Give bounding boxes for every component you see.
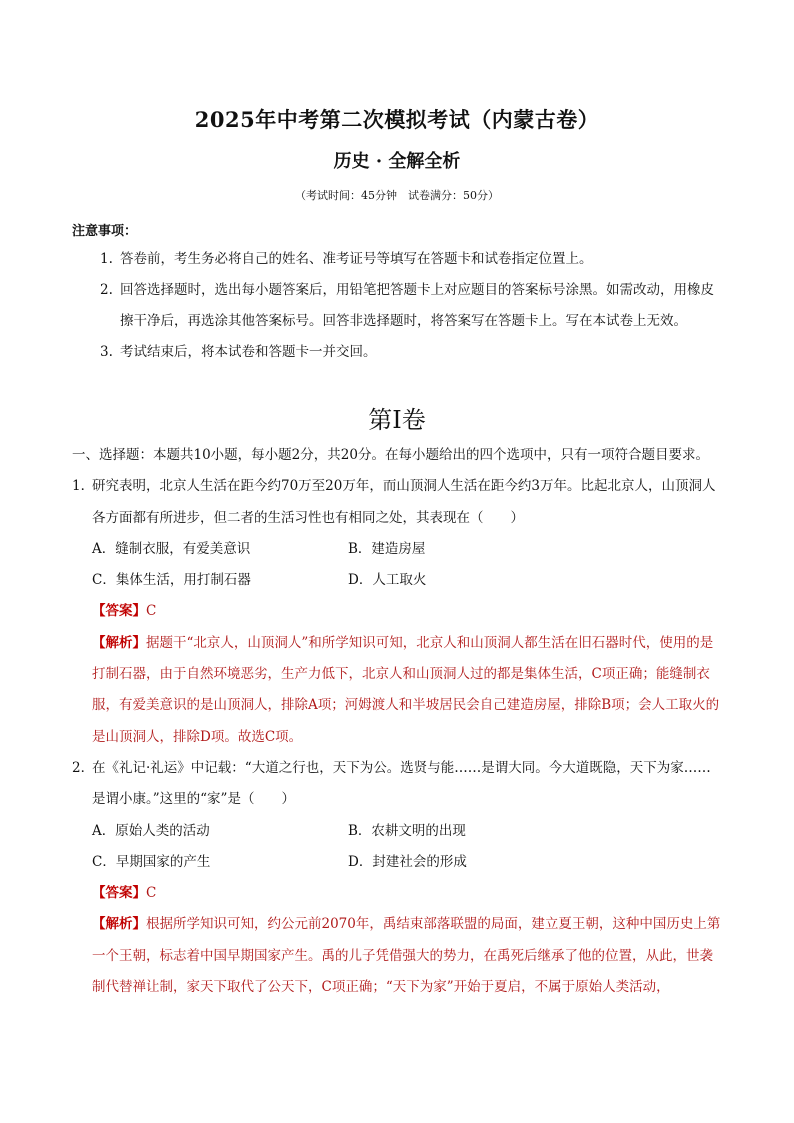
note-text: 考试结束后，将本试卷和答题卡一并交回。 <box>120 344 377 360</box>
option-list <box>72 534 724 597</box>
option-a: A．缝制衣服，有爱美意识 <box>92 540 251 557</box>
content-body <box>72 440 724 1003</box>
note-number: 1. <box>100 251 113 267</box>
note-text: 回答选择题时，选出每小题答案后，用铅笔把答题卡上对应题目的答案标号涂黑。如需改动，用橡皮擦干净后，再选涂其他答案标号。回答非选择题时，将答案写在答题卡上。写在本试卷上无效。 <box>120 282 714 329</box>
note-item <box>100 337 722 368</box>
note-text: 答卷前，考生务必将自己的姓名、准考证号等填写在答题卡和试卷指定位置上。 <box>120 251 593 267</box>
notes-list <box>100 244 722 368</box>
analysis-text: 据题干“北京人，山顶洞人”和所学知识可知，北京人和山顶洞人都生活在旧石器时代，使用的是打制石器，由于自然环境恶劣，生产力低下，北京人和山顶洞人过的都是集体生活，C项正确；能缝制衣服，有爱美意识的是山顶洞人，排除A项；河姆渡人和半坡居民会自己建造房屋，排除B项；会人工取火的是山顶洞人，排除D项。故选C项。 <box>92 634 720 745</box>
question-text: 在《礼记·礼运》中记载：“大道之行也，天下为公。选贤与能……是谓大同。今大道既隐，天下为家……是谓小康。”这里的“家”是（ ） <box>92 759 711 808</box>
option-c: C．集体生活，用打制石器 <box>92 572 251 589</box>
note-item <box>100 275 722 337</box>
question <box>72 753 724 1003</box>
answer-value: C <box>146 885 157 902</box>
question-stem <box>72 471 724 534</box>
answer-line <box>72 596 724 627</box>
option-a: A．原始人类的活动 <box>92 822 210 839</box>
analysis-text: 根据所学知识可知，约公元前2070年，禹结束部落联盟的局面，建立夏王朝，这种中国历史上第一个王朝，标志着中国早期国家产生。禹的儿子凭借强大的势力，在禹死后继承了他的位置，从此，世袭制代替禅让制，家天下取代了公天下，C项正确；“天下为家”开始于夏启，不属于原始人类活动， <box>92 916 721 996</box>
option-b: B．农耕文明的出现 <box>348 822 466 839</box>
option-b: B．建造房屋 <box>348 540 426 557</box>
analysis-tag: 【解析】 <box>92 916 146 933</box>
answer-value: C <box>146 603 157 620</box>
option-d: D．封建社会的形成 <box>348 853 467 870</box>
exam-time-info: （考试时间：45分钟 试卷满分：50分） <box>295 189 499 202</box>
section-intro: 一、选择题：本题共10小题，每小题2分，共20分。在每小题给出的四个选项中，只有一项符合题目要求。 <box>72 447 709 463</box>
option-list <box>72 816 724 879</box>
note-item <box>100 244 722 275</box>
section-title: 第Ⅰ卷 <box>368 406 426 434</box>
analysis-paragraph <box>72 909 724 1003</box>
answer-tag: 【答案】 <box>92 603 146 620</box>
answer-tag: 【答案】 <box>92 885 146 902</box>
notes-heading: 注意事项： <box>72 224 138 239</box>
analysis-tag: 【解析】 <box>92 634 146 651</box>
option-c: C．早期国家的产生 <box>92 853 211 870</box>
question-stem <box>72 753 724 816</box>
note-number: 2. <box>100 282 113 298</box>
option-d: D．人工取火 <box>348 572 427 589</box>
question-number: 2． <box>72 759 95 776</box>
document-subtitle: 历史 · 全解全析 <box>333 151 461 172</box>
note-number: 3. <box>100 344 113 360</box>
question-text: 研究表明，北京人生活在距今约70万至20万年，而山顶洞人生活在距今约3万年。比起北京人，山顶洞人各方面都有所进步，但二者的生活习性也有相同之处，其表现在（ ） <box>92 478 716 526</box>
analysis-paragraph <box>72 628 724 753</box>
answer-line <box>72 878 724 909</box>
document-title: 2025年中考第二次模拟考试（内蒙古卷） <box>194 107 600 132</box>
question <box>72 471 724 753</box>
question-number: 1． <box>72 478 95 495</box>
